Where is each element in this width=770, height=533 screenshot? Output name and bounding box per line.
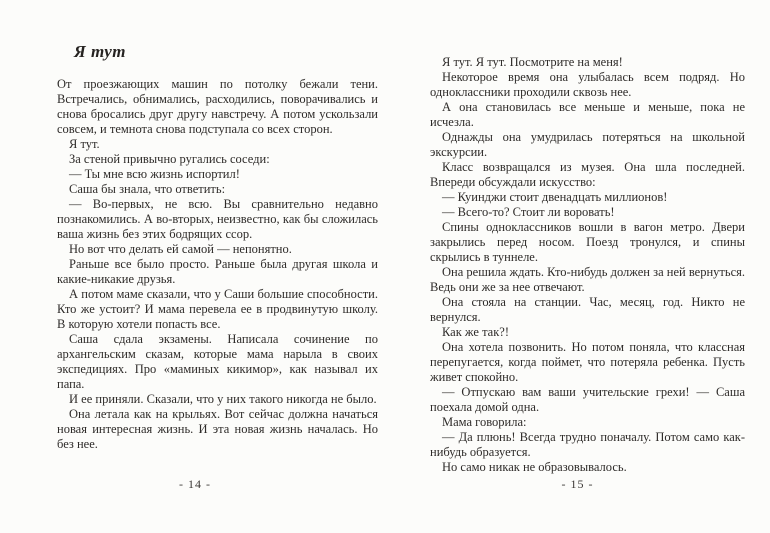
paragraph: Но само никак не образовывалось. — [442, 460, 627, 474]
page-number-15: - 15 - — [561, 477, 594, 491]
paragraph: Класс возвращался из музея. Она шла последней. Впереди обсуждали искусство: — [430, 160, 745, 189]
paragraph: Некоторое время она улыбалась всем подряд. Но одноклассники проходили сквозь нее. — [430, 70, 745, 99]
paragraph: Саша бы знала, что ответить: — [69, 182, 226, 196]
paragraph: — Куинджи стоит двенадцать миллионов! — [442, 190, 668, 204]
paragraph: Она летала как на крыльях. Вот сейчас должна начаться новая интересная жизнь. И эта новая жизнь началась. Но без нее. — [57, 407, 378, 451]
page-number-14: - 14 - — [179, 477, 211, 491]
paragraph: Спины одноклассников вошли в вагон метро. Двери закрылись перед носом. Поезд тронулся, и спины скрылись в туннеле. — [430, 220, 745, 264]
paragraph: Она стояла на станции. Час, месяц, год. Никто не вернулся. — [430, 295, 745, 324]
paragraph: Мама говорила: — [442, 415, 527, 429]
paragraph: — Ты мне всю жизнь испортил! — [69, 167, 240, 181]
paragraph: Я тут. Я тут. Посмотрите на меня! — [442, 55, 623, 69]
paragraph: Но вот что делать ей самой — непонятно. — [69, 242, 292, 256]
paragraph: Она хотела позвонить. Но потом поняла, что классная перепугается, когда поймет, что потеряла ребенка. Пусть живет спокойно. — [430, 340, 745, 384]
paragraph: А потом маме сказали, что у Саши большие способности. Кто же устоит? И мама перевела ее в продвинутую школу. В которую хотели попасть все. — [57, 287, 378, 331]
paragraph: — Да плюнь! Всегда трудно поначалу. Потом само как-нибудь образуется. — [430, 430, 745, 459]
chapter-title: Я тут — [74, 42, 127, 61]
page-15-text — [430, 55, 745, 475]
paragraph: Как же так?! — [442, 325, 510, 339]
paragraph: Раньше все было просто. Раньше была другая школа и какие-никакие друзья. — [57, 257, 378, 286]
paragraph: Она решила ждать. Кто-нибудь должен за ней вернуться. Ведь они же за нее отвечают. — [430, 265, 745, 294]
paragraph: А она становилась все меньше и меньше, пока не исчезла. — [430, 100, 745, 129]
paragraph: От проезжающих машин по потолку бежали тени. Встречались, обнимались, расходились, поворачивались и снова бросались друг другу навстречу. А потом ускользали совсем, и темнота снова подступала со всех сторон. — [57, 77, 378, 136]
paragraph: — Отпускаю вам ваши учительские грехи! — Саша поехала домой одна. — [430, 385, 745, 414]
paragraph: За стеной привычно ругались соседи: — [69, 152, 270, 166]
paragraph: Однажды она умудрилась потеряться на школьной экскурсии. — [430, 130, 745, 159]
paragraph: — Всего-то? Стоит ли воровать! — [442, 205, 615, 219]
paragraph: — Во-первых, не всю. Вы сравнительно недавно познакомились. А во-вторых, неизвестно, как бы сложилась ваша жизнь без этих бодрящих ссор. — [57, 197, 378, 241]
paragraph: Саша сдала экзамены. Написала сочинение по архангельским сказам, которые мама нарыла в своих экспедициях. Про «маминых кикимор», как называл их папа. — [57, 332, 378, 391]
paragraph: Я тут. — [69, 137, 100, 151]
page-14-text — [57, 77, 378, 452]
paragraph: И ее приняли. Сказали, что у них такого никогда не было. — [69, 392, 377, 406]
